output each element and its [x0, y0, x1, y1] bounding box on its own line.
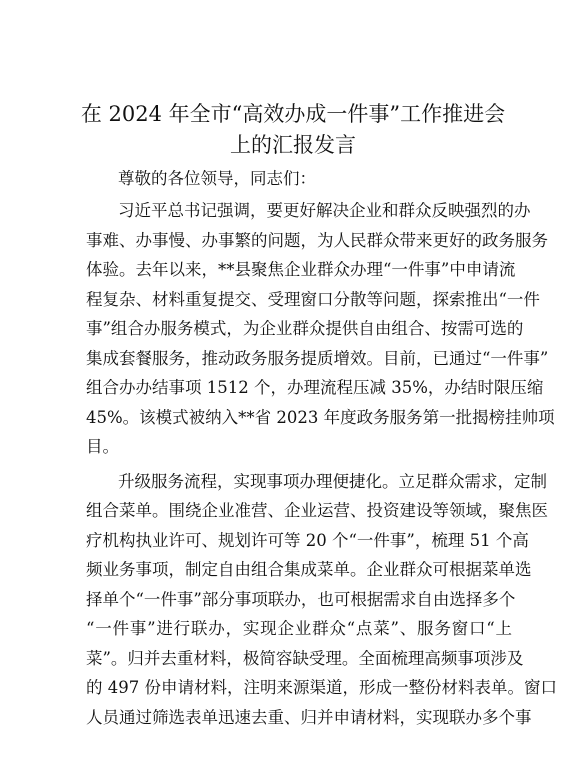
paragraph-2-line: 频业务事项，制定自由组合集成菜单。企业群众可根据菜单选	[86, 560, 532, 579]
paragraph-2-line: “一件事”进行联办，实现企业群众“点菜”、服务窗口“上	[86, 619, 512, 638]
paragraph-1-line: 事”组合办服务模式，为企业群众提供自由组合、按需可选的	[86, 319, 524, 338]
paragraph-2-line: 的 497 份申请材料，注明来源渠道，形成一整份材料表单。窗口	[86, 678, 557, 697]
paragraph-1-line: 45%。该模式被纳入**省 2023 年度政务服务第一批揭榜挂帅项	[86, 408, 555, 427]
paragraph-1-line: 习近平总书记强调，要更好解决企业和群众反映强烈的办	[118, 201, 531, 220]
paragraph-1-line: 目。	[86, 437, 119, 456]
paragraph-2-line: 择单个“一件事”部分事项联办，也可根据需求自由选择多个	[86, 590, 516, 609]
paragraph-2-line: 组合菜单。围绕企业准营、企业运营、投资建设等领域，聚焦医	[86, 501, 548, 520]
document-title-line-2: 上的汇报发言	[230, 133, 356, 157]
paragraph-2-line: 升级服务流程，实现事项办理便捷化。立足群众需求，定制	[118, 472, 547, 491]
paragraph-1-line: 集成套餐服务，推动政务服务提质增效。目前，已通过“一件事”	[86, 349, 549, 368]
paragraph-1-line: 组合办办结事项 1512 个，办理流程压减 35%，办结时限压缩	[86, 378, 544, 397]
document-title-line-1: 在 2024 年全市“高效办成一件事”工作推进会	[80, 102, 506, 126]
paragraph-2-line: 菜”。归并去重材料，极简容缺受理。全面梳理高频事项涉及	[86, 649, 524, 668]
paragraph-2-line: 人员通过筛选表单迅速去重、归并申请材料，实现联办多个事	[86, 708, 532, 727]
paragraph-1-line: 体验。去年以来，**县聚焦企业群众办理“一件事”中申请流	[86, 260, 516, 279]
greeting: 尊敬的各位领导，同志们：	[118, 169, 316, 188]
paragraph-1-line: 事难、办事慢、办事繁的问题，为人民群众带来更好的政务服务	[86, 231, 548, 250]
paragraph-1-line: 程复杂、材料重复提交、受理窗口分散等问题，探索推出“一件	[86, 290, 540, 309]
paragraph-2-line: 疗机构执业许可、规划许可等 20 个“一件事”，梳理 51 个高	[86, 531, 529, 550]
